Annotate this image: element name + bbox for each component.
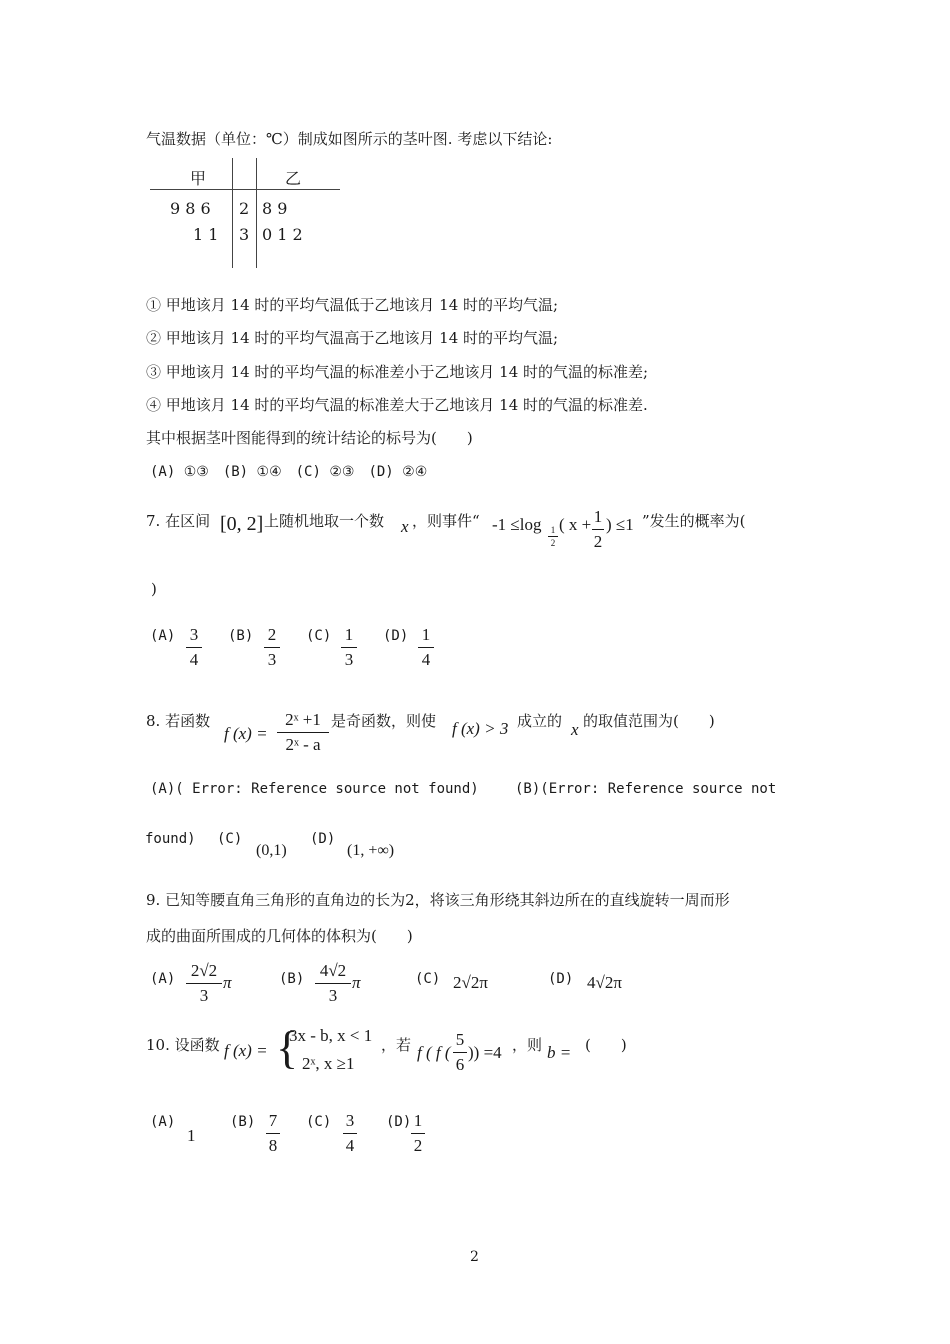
q9-opt-b-label: (B): [279, 971, 305, 987]
q8-opt-c-label: (C): [217, 831, 243, 847]
q10-opt-b-label: (B): [230, 1114, 256, 1130]
q10-fx: f (x) =: [224, 1041, 268, 1060]
q6-statement-3: ③ 甲地该月 14 时的平均气温的标准差小于乙地该月 14 时的气温的标准差;: [146, 363, 649, 381]
q10-brace: {: [276, 1022, 299, 1073]
stemleaf-row1-stem: 2: [239, 199, 250, 218]
q10-opt-c-frac: 3 4: [343, 1110, 357, 1157]
stemleaf-row2-left: 1 1: [193, 225, 219, 244]
q10-paren: ( ): [585, 1036, 627, 1054]
q7-ineq-arg: ( x +: [559, 515, 592, 534]
q9-opt-d-value: 4√2π: [587, 973, 622, 992]
q8-opt-d-label: (D): [310, 831, 336, 847]
q9-opt-c-value: 2√2π: [453, 973, 488, 992]
q6-statement-1: ① 甲地该月 14 时的平均气温低于乙地该月 14 时的平均气温;: [146, 296, 559, 314]
q9-line2: 成的曲面所围成的几何体的体积为( ): [146, 927, 413, 945]
q8-mid2: 成立的: [517, 712, 563, 730]
q9-opt-a-frac: 2√2 3: [186, 960, 222, 1007]
intro-text: 气温数据（单位：℃）制成如图所示的茎叶图. 考虑以下结论:: [146, 130, 553, 148]
q10-cond-frac: 5 6: [453, 1029, 467, 1076]
q7-mid: 上随机地取一个数: [264, 512, 385, 530]
q8-suffix: 的取值范围为( ): [583, 712, 715, 730]
q6-statement-4: ④ 甲地该月 14 时的平均气温的标准差大于乙地该月 14 时的气温的标准差.: [146, 396, 648, 414]
q9-line1: 9. 已知等腰直角三角形的直角边的长为2，将该三角形绕其斜边所在的直线旋转一周而形: [146, 891, 730, 909]
q9-opt-c-label: (C): [415, 971, 441, 987]
q10-opt-a-label: (A): [150, 1114, 176, 1130]
q8-opt-c: (0,1): [256, 842, 287, 859]
q8-opt-b-cont: found): [145, 831, 196, 847]
stemleaf-header-left: 甲: [190, 169, 207, 188]
q9-opt-a-label: (A): [150, 971, 176, 987]
q10-cond-pre: f ( f (: [417, 1043, 451, 1062]
q7-log-base: 1 2: [548, 525, 558, 548]
q7-event-pre: ，则事件“: [412, 512, 480, 530]
q7-suffix: ”发生的概率为(: [642, 512, 746, 530]
q8-prefix: 8. 若函数: [146, 712, 211, 730]
q7-opt-a-frac: 3 4: [186, 624, 202, 671]
q6-question: 其中根据茎叶图能得到的统计结论的标号为( ): [146, 429, 473, 447]
q7-half: 1 2: [593, 507, 603, 551]
q10-case1: 3x - b, x < 1: [289, 1026, 373, 1045]
q10-b: b =: [547, 1043, 572, 1062]
q6-options: (A) ①③ (B) ①④ (C) ②③ (D) ②④: [150, 464, 428, 480]
q9-opt-b-frac: 4√2 3: [315, 960, 351, 1007]
stemleaf-row1-right: 8 9: [262, 199, 288, 218]
q10-opt-c-label: (C): [306, 1114, 332, 1130]
q7-opt-b-frac: 2 3: [264, 624, 280, 671]
q7-opt-d-frac: 1 4: [418, 624, 434, 671]
q8-mid: 是奇函数，则使: [331, 712, 437, 730]
q10-mid2: ，则: [512, 1036, 543, 1054]
q7-prefix: 7. 在区间: [146, 512, 211, 530]
q7-ineq-right: ) ≤1: [606, 515, 634, 534]
q7-var: x: [401, 517, 409, 536]
q8-opt-a: (A)( Error: Reference source not found): [150, 781, 479, 797]
q10-opt-d-frac: 1 2: [411, 1110, 425, 1157]
q7-opt-a-label: (A): [150, 628, 176, 644]
q10-prefix: 10. 设函数: [146, 1036, 220, 1054]
q10-cond-post: )) =4: [468, 1043, 502, 1062]
q8-opt-d: (1, +∞): [347, 842, 395, 859]
q9-opt-d-label: (D): [548, 971, 574, 987]
q10-opt-b-frac: 7 8: [266, 1110, 280, 1157]
q8-fx: f (x) =: [224, 724, 268, 743]
q8-var: x: [571, 720, 579, 739]
q7-opt-c-label: (C): [306, 628, 332, 644]
page-number: 2: [470, 1249, 479, 1265]
q10-opt-d-label: (D): [386, 1114, 412, 1130]
q8-opt-b: (B)(Error: Reference source not: [515, 781, 777, 797]
q9-opt-b-pi: π: [352, 973, 361, 992]
q7-opt-d-label: (D): [383, 628, 409, 644]
q7-ineq-left: -1 ≤log: [492, 515, 542, 534]
stemleaf-row2-stem: 3: [239, 225, 250, 244]
q7-interval: [0, 2]: [220, 513, 264, 535]
q9-opt-a-pi: π: [223, 973, 232, 992]
q7-close: ): [151, 580, 157, 598]
q10-opt-a-value: 1: [187, 1126, 196, 1145]
stemleaf-row1-left: 9 8 6: [170, 199, 211, 218]
q7-opt-c-frac: 1 3: [341, 624, 357, 671]
q7-opt-b-label: (B): [228, 628, 254, 644]
q8-frac: 2ˣ +1 2ˣ - a: [277, 709, 329, 756]
q10-case2: 2ˣ, x ≥1: [302, 1054, 355, 1073]
stemleaf-header-right: 乙: [285, 169, 302, 188]
q6-statement-2: ② 甲地该月 14 时的平均气温高于乙地该月 14 时的平均气温;: [146, 329, 559, 347]
q8-cond: f (x) > 3: [452, 719, 509, 738]
stemleaf-row2-right: 0 1 2: [262, 225, 303, 244]
q10-mid: ，若: [381, 1036, 412, 1054]
